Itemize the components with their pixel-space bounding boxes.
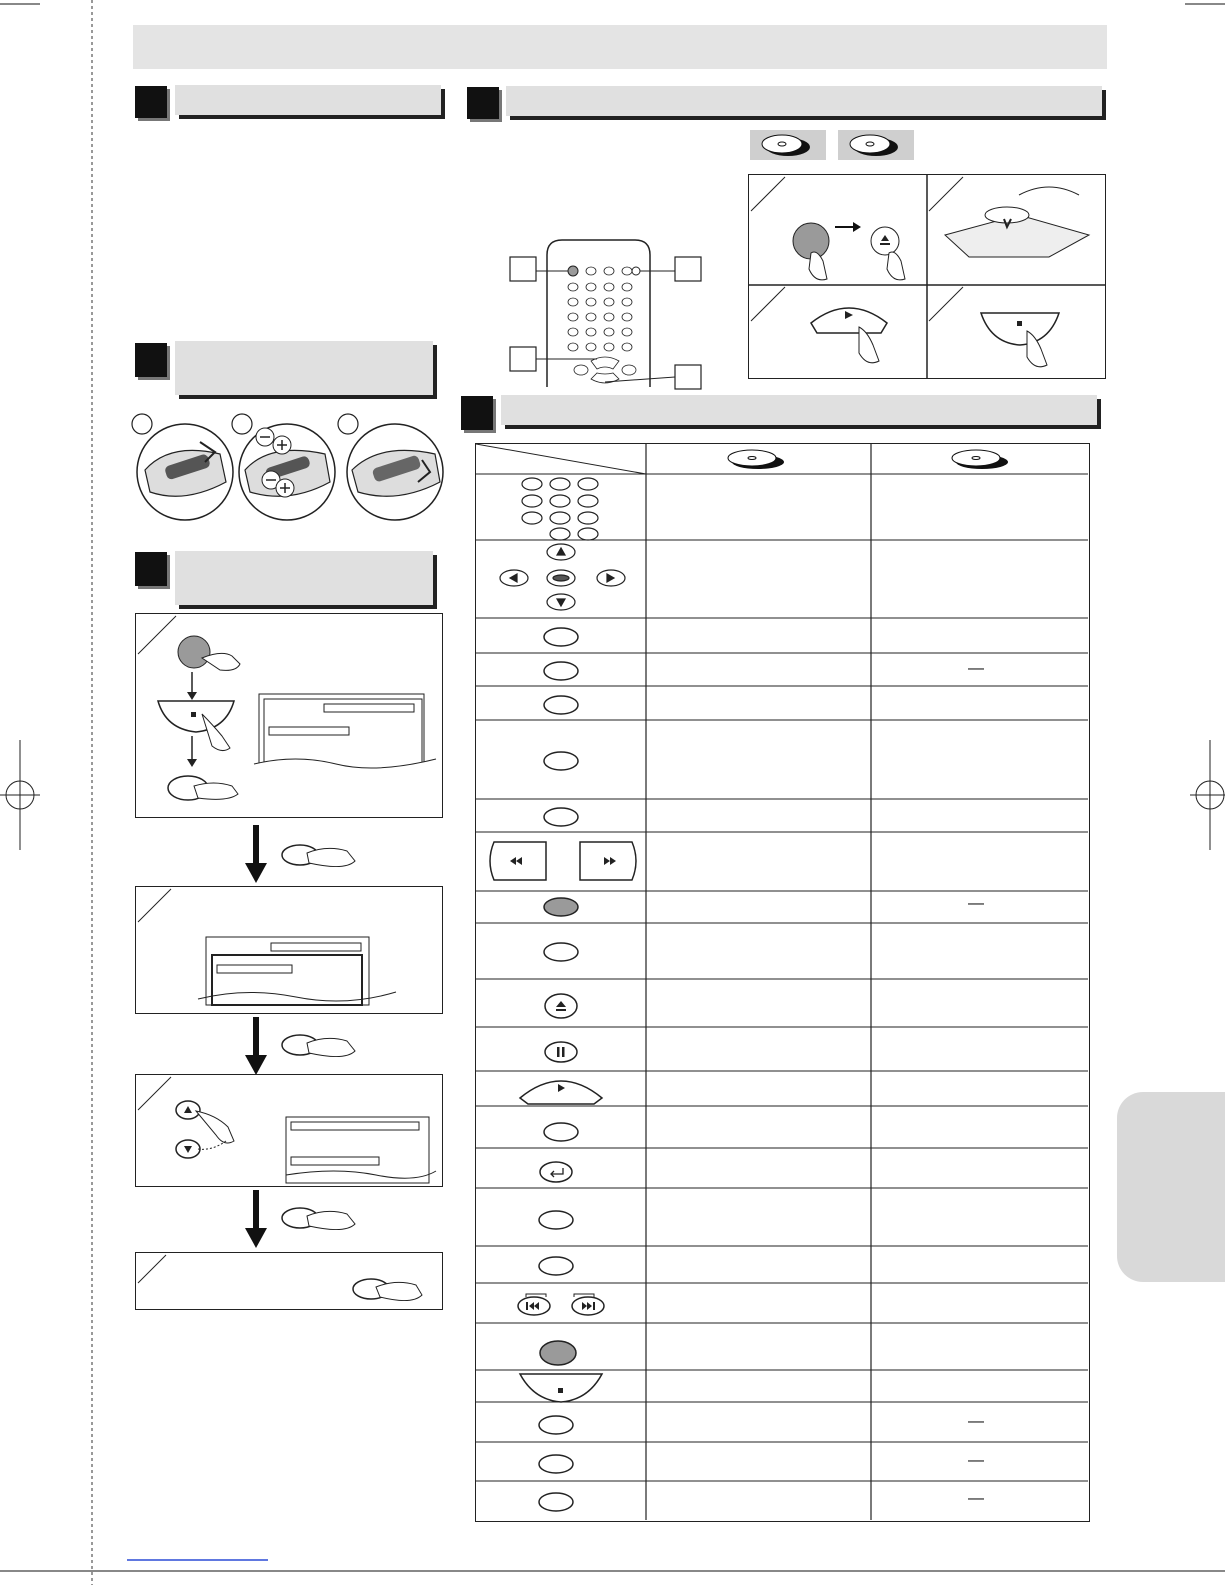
cd-disc-icon <box>838 130 914 160</box>
oval-button-icon <box>539 1493 573 1511</box>
play-button-icon <box>811 308 887 333</box>
battery-illustrations <box>130 412 448 530</box>
oval-button-icon <box>544 1123 578 1141</box>
section-title-quick-playback <box>506 86 1102 116</box>
setup-step-1-panel <box>135 613 443 818</box>
setup-step-2-illustration <box>136 887 441 1012</box>
arrow-enter-keys-icon <box>500 544 625 610</box>
oval-button-icon <box>544 696 578 714</box>
page-header-bar <box>133 25 1107 69</box>
section-title-setup <box>175 551 433 605</box>
side-index-tab[interactable] <box>1117 1092 1225 1282</box>
cd-cell-value: — <box>968 660 984 677</box>
power-button-icon <box>540 1341 576 1365</box>
section-title-getting-started <box>175 85 441 115</box>
battery-step-3 <box>338 414 443 520</box>
battery-step-2 <box>232 414 335 520</box>
dvd-disc-icon <box>728 450 784 469</box>
rewind-fastforward-icon <box>490 842 636 880</box>
callout-box <box>510 257 536 281</box>
section-title-installing-batteries <box>175 341 433 395</box>
remote-control-illustration <box>505 235 705 395</box>
number-keys-icon <box>522 478 598 540</box>
playback-steps-grid <box>748 174 1106 379</box>
function-table-grid <box>476 444 1088 1520</box>
oval-button-icon <box>539 1211 573 1229</box>
oval-button-icon <box>544 662 578 680</box>
setup-step-1-illustration <box>136 614 441 816</box>
setup-step-3-illustration <box>136 1075 441 1185</box>
section-number-square <box>135 86 167 118</box>
pause-button-icon <box>545 1042 577 1062</box>
setup-step-2-panel <box>135 886 443 1014</box>
stop-button-icon <box>520 1374 602 1402</box>
oval-button-icon <box>539 1416 573 1434</box>
oval-button-icon <box>544 808 578 826</box>
setup-arrow-1 <box>245 825 365 885</box>
section-number-square <box>135 343 167 377</box>
oval-button-icon <box>544 943 578 961</box>
open-close-button-icon <box>545 994 577 1018</box>
skip-buttons-icon <box>518 1294 604 1315</box>
section-number-square <box>467 87 499 119</box>
cd-cell-value: — <box>968 895 984 912</box>
playback-steps-illustration <box>749 175 1105 378</box>
callout-box <box>675 257 701 281</box>
function-table <box>475 443 1090 1522</box>
dark-oval-button-icon <box>544 898 578 916</box>
setup-arrow-2 <box>245 1017 365 1077</box>
cd-disc-icon <box>952 450 1008 469</box>
section-number-square <box>461 396 493 430</box>
oval-button-icon <box>539 1257 573 1275</box>
dvd-disc-icon <box>750 130 826 160</box>
power-button-icon <box>568 266 578 276</box>
section-number-square <box>135 552 167 586</box>
cd-cell-value: — <box>968 1413 984 1430</box>
callout-box <box>675 365 701 389</box>
setup-arrow-3 <box>245 1190 365 1250</box>
setup-step-4-panel <box>135 1252 443 1310</box>
oval-button-icon <box>539 1455 573 1473</box>
cd-cell-value: — <box>968 1452 984 1469</box>
oval-button-icon <box>544 628 578 646</box>
stop-button-icon <box>981 313 1059 345</box>
oval-button-icon <box>544 752 578 770</box>
battery-step-1 <box>132 414 233 520</box>
return-button-icon <box>540 1162 572 1182</box>
play-button-icon <box>520 1081 602 1104</box>
setup-button-icon <box>178 636 210 668</box>
section-title-functions <box>501 395 1097 425</box>
setup-step-4-illustration <box>136 1253 441 1308</box>
cd-cell-value: — <box>968 1490 984 1507</box>
callout-box <box>510 347 536 371</box>
setup-step-3-panel <box>135 1074 443 1187</box>
